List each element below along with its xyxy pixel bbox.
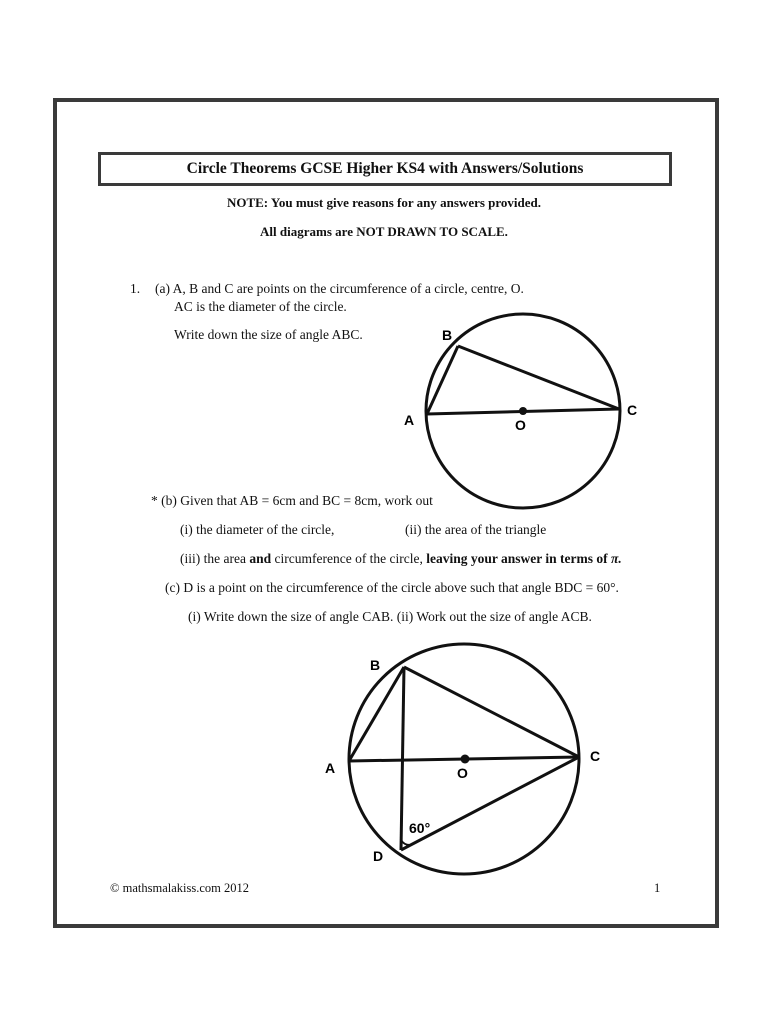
q1b-iii-start: (iii) the area (180, 551, 246, 566)
note-text: NOTE: You must give reasons for any answers provided. (226, 195, 542, 210)
chord-bd (401, 667, 404, 850)
label-a: A (404, 412, 415, 428)
q1a-prompt: Write down the size of angle ABC. (174, 327, 363, 342)
page-title: Circle Theorems GCSE Higher KS4 with Answers/Solutions (98, 152, 672, 186)
pi-symbol: π. (611, 551, 622, 566)
chord-dc (401, 757, 579, 850)
scale-note: All diagrams are NOT DRAWN TO SCALE. (260, 224, 508, 239)
q1b-iii-bold: leaving your answer in terms of (426, 551, 608, 566)
page-number: 1 (654, 881, 661, 895)
q1a-line1: (a) A, B and C are points on the circumference of a circle, centre, O. (155, 281, 524, 296)
centre-o-2 (461, 755, 470, 764)
q1c-sub: (i) Write down the size of angle CAB. (ii) Work out the size of angle ACB. (188, 609, 592, 624)
label-b: B (442, 327, 453, 343)
chord-bc-2 (404, 667, 579, 757)
q1c-line: (c) D is a point on the circumference of the circle above such that angle BDC = 60°. (165, 580, 619, 595)
q1b-ii: (ii) the area of the triangle (405, 522, 547, 537)
q1b-line: * (b) Given that AB = 6cm and BC = 8cm, work out (151, 493, 433, 508)
label-o-2: O (457, 765, 468, 781)
question-number: 1. (130, 281, 141, 296)
q1b-iii-mid: circumference of the circle, (274, 551, 423, 566)
label-a-2: A (325, 760, 336, 776)
q1b-iii-and: and (249, 551, 272, 566)
q1a-line2: AC is the diameter of the circle. (174, 299, 347, 314)
copyright: © mathsmalakiss.com 2012 (110, 881, 249, 895)
label-d: D (373, 848, 384, 864)
angle-label: 60° (409, 820, 431, 836)
label-b-2: B (370, 657, 381, 673)
q1b-i: (i) the diameter of the circle, (180, 522, 335, 537)
label-c: C (627, 402, 638, 418)
label-c-2: C (590, 748, 601, 764)
label-o: O (515, 417, 526, 433)
